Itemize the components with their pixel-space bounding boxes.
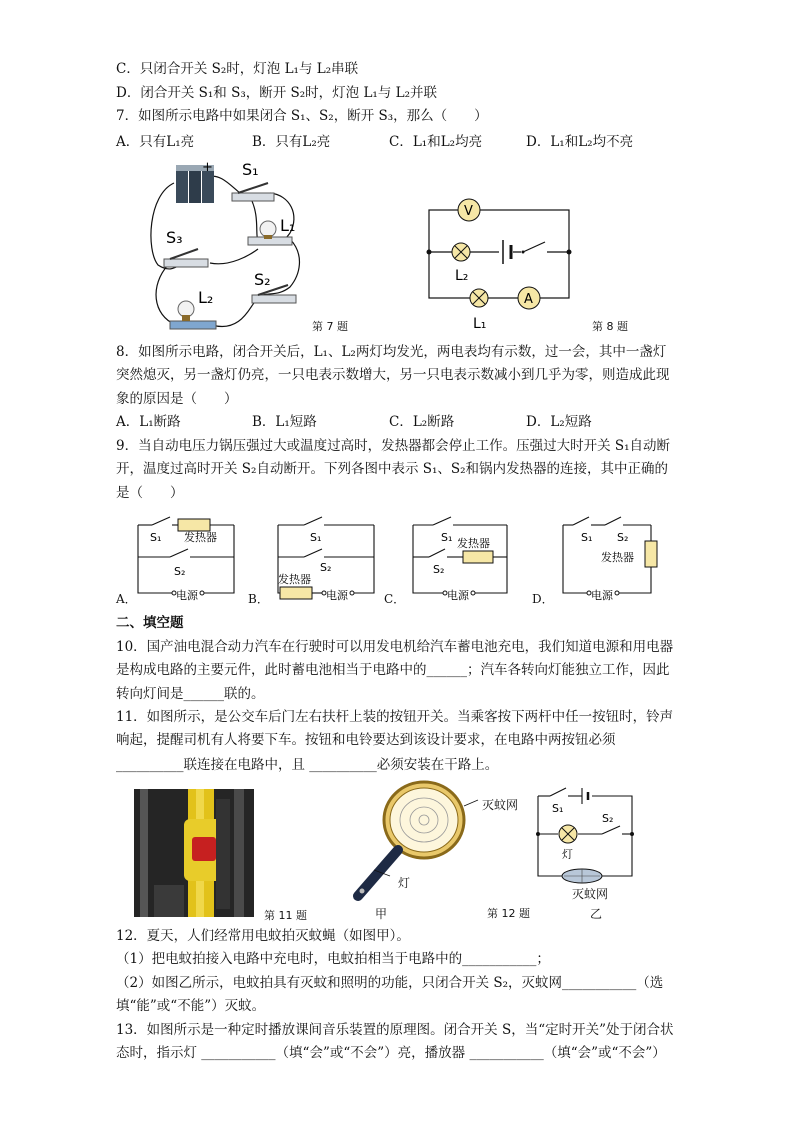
svg-text:S₂: S₂ [433, 563, 445, 576]
bus-button-photo [134, 789, 254, 917]
q9-circuit-a [130, 507, 240, 603]
q8-stem-1: 8．如图所示电路，闭合开关后，L₁、L₂两灯均发光，两电表均有示数，过一会，其中一盏灯 [116, 344, 667, 360]
svg-text:S₁: S₁ [150, 531, 162, 544]
svg-text:灯: 灯 [562, 848, 573, 861]
figure-8-schematic [425, 194, 575, 334]
q8-option-a: A．L₁断路 [116, 414, 181, 430]
yi-net-label: 灭蚊网 [572, 887, 609, 901]
bulb-l1-symbol-icon [470, 289, 488, 307]
voltmeter-icon [458, 199, 480, 221]
svg-text:电源: 电源 [326, 589, 348, 602]
switch-symbol-icon [521, 242, 547, 256]
svg-text:发热器: 发热器 [278, 573, 311, 586]
q8-stem-2: 突然熄灭，另一盏灯仍亮，一只电表示数增大，另一只电表示数减小到几乎为零，则造成此现 [116, 367, 670, 383]
q11-stem-1: 11．如图所示，是公交车后门左右扶杆上装的按钮开关。当乘客按下两杆中任一按钮时，铃声 [116, 709, 674, 725]
q7-option-a: A．只有L₁亮 [116, 134, 195, 150]
racket-lamp-label: 灯 [398, 876, 411, 890]
q7-option-d: D．L₁和L₂均不亮 [526, 134, 634, 150]
fig8-label-l1: L₁ [473, 316, 487, 332]
svg-text:发热器: 发热器 [184, 531, 217, 544]
q11-stem-3: __________联连接在电路中，且 __________必须安装在干路上。 [116, 757, 499, 773]
svg-text:V: V [464, 204, 473, 219]
switch-s3-icon [164, 249, 208, 267]
label-l1: L₁ [280, 216, 296, 235]
q12-part-2: （2）如图乙所示，电蚊拍具有灭蚊和照明的功能，只闭合开关 S₂，灭蚊网___________（选 [116, 975, 664, 991]
svg-text:发热器: 发热器 [457, 537, 490, 550]
figure-12-yi-circuit [528, 778, 648, 900]
svg-text:S₂: S₂ [602, 812, 614, 825]
q11-stem-2: 响起，提醒司机有人将要下车。按钮和电铃要达到该设计要求，在电路中两按钮必须 [116, 732, 616, 748]
q7-option-b: B．只有L₂亮 [252, 134, 331, 150]
bulb-l2-symbol-icon [452, 243, 470, 261]
q13-stem-2: 态时，指示灯 ___________（填“会”或“不会”）亮，播放器 ___________（填“会”或“不会”） [116, 1045, 666, 1061]
q9-circuit-c [405, 507, 515, 603]
q12-part-2-cont: 填“能”或“不能”）灭蚊。 [116, 998, 266, 1014]
svg-text:S₂: S₂ [174, 565, 186, 578]
q9-stem-3: 是（ ） [116, 485, 184, 501]
label-s2: S₂ [254, 270, 271, 289]
q9-option-a-label: A． [116, 592, 137, 606]
q9-option-c-label: C． [384, 592, 406, 606]
q9-circuit-d [555, 507, 665, 603]
svg-text:S₁: S₁ [441, 531, 453, 544]
q9-option-d-label: D． [532, 592, 554, 606]
ammeter-icon [518, 287, 540, 309]
q6-option-c: C．只闭合开关 S₂时，灯泡 L₁与 L₂串联 [116, 61, 359, 77]
q10-stem-1: 10．国产油电混合动力汽车在行驶时可以用发电机给汽车蓄电池充电，我们知道电源和用电器 [116, 639, 674, 655]
q10-stem-2: 是构成电路的主要元件，此时蓄电池相当于电路中的______；汽车各转向灯能独立工作，因此 [116, 662, 670, 678]
q8-option-c: C．L₂断路 [389, 414, 455, 430]
svg-text:A: A [524, 292, 533, 307]
svg-text:电源: 电源 [591, 589, 613, 602]
svg-text:S₁: S₁ [310, 531, 322, 544]
q8-stem-3: 象的原因是（ ） [116, 391, 238, 407]
figure-jia-caption: 甲 [375, 907, 388, 921]
q8-option-b: B．L₁短路 [252, 414, 317, 430]
q9-stem-1: 9．当自动电压力锅压强过大或温度过高时，发热器都会停止工作。压强过大时开关 S₁自动断 [116, 438, 671, 454]
q9-circuit-b [270, 507, 380, 603]
svg-text:电源: 电源 [176, 589, 198, 602]
label-s1: S₁ [242, 160, 259, 179]
q10-stem-3: 转向灯间是______联的。 [116, 686, 265, 702]
figure-yi-caption: 乙 [590, 907, 603, 921]
q9-stem-2: 开，温度过高时开关 S₂自动断开。下列各图中表示 S₁、S₂和锅内发热器的连接，其中正确的 [116, 461, 669, 477]
figure-7-caption: 第 7 题 [312, 320, 348, 333]
section-2-heading: 二、填空题 [116, 615, 184, 631]
q12-stem: 12．夏天，人们经常用电蚊拍灭蚊蝇（如图甲）。 [116, 928, 410, 944]
svg-text:S₁: S₁ [581, 531, 593, 544]
q12-part-1: （1）把电蚊拍接入电路中充电时，电蚊拍相当于电路中的___________； [116, 951, 550, 967]
label-s3: S₃ [166, 228, 183, 247]
svg-text:S₁: S₁ [552, 802, 564, 815]
svg-text:S₂: S₂ [320, 561, 332, 574]
figure-11-caption: 第 11 题 [264, 909, 307, 922]
switch-s1-icon [232, 183, 274, 201]
q6-option-d: D．闭合开关 S₁和 S₃，断开 S₂时，灯泡 L₁与 L₂并联 [116, 85, 438, 101]
racket-net-label: 灭蚊网 [482, 798, 519, 812]
svg-text:S₂: S₂ [617, 531, 629, 544]
svg-text:发热器: 发热器 [601, 551, 634, 564]
q9-option-b-label: B． [248, 592, 269, 606]
battery-symbol-icon [499, 240, 513, 264]
q13-stem-1: 13．如图所示是一种定时播放课间音乐装置的原理图。闭合开关 S，当“定时开关”处于闭合状 [116, 1022, 674, 1038]
fig8-label-l2: L₂ [455, 268, 469, 284]
svg-text:电源: 电源 [447, 589, 469, 602]
q7-stem: 7．如图所示电路中如果闭合 S₁、S₂，断开 S₃，那么（ ） [116, 108, 488, 124]
q8-option-d: D．L₂短路 [526, 414, 592, 430]
figure-8-caption: 第 8 题 [592, 320, 628, 333]
q7-option-c: C．L₁和L₂均亮 [389, 134, 483, 150]
figure-7-circuit [140, 155, 340, 337]
figure-12-caption: 第 12 题 [487, 907, 530, 920]
mosquito-racket-figure [330, 778, 480, 913]
label-l2: L₂ [198, 288, 214, 307]
battery-plus-label: + [202, 160, 213, 175]
